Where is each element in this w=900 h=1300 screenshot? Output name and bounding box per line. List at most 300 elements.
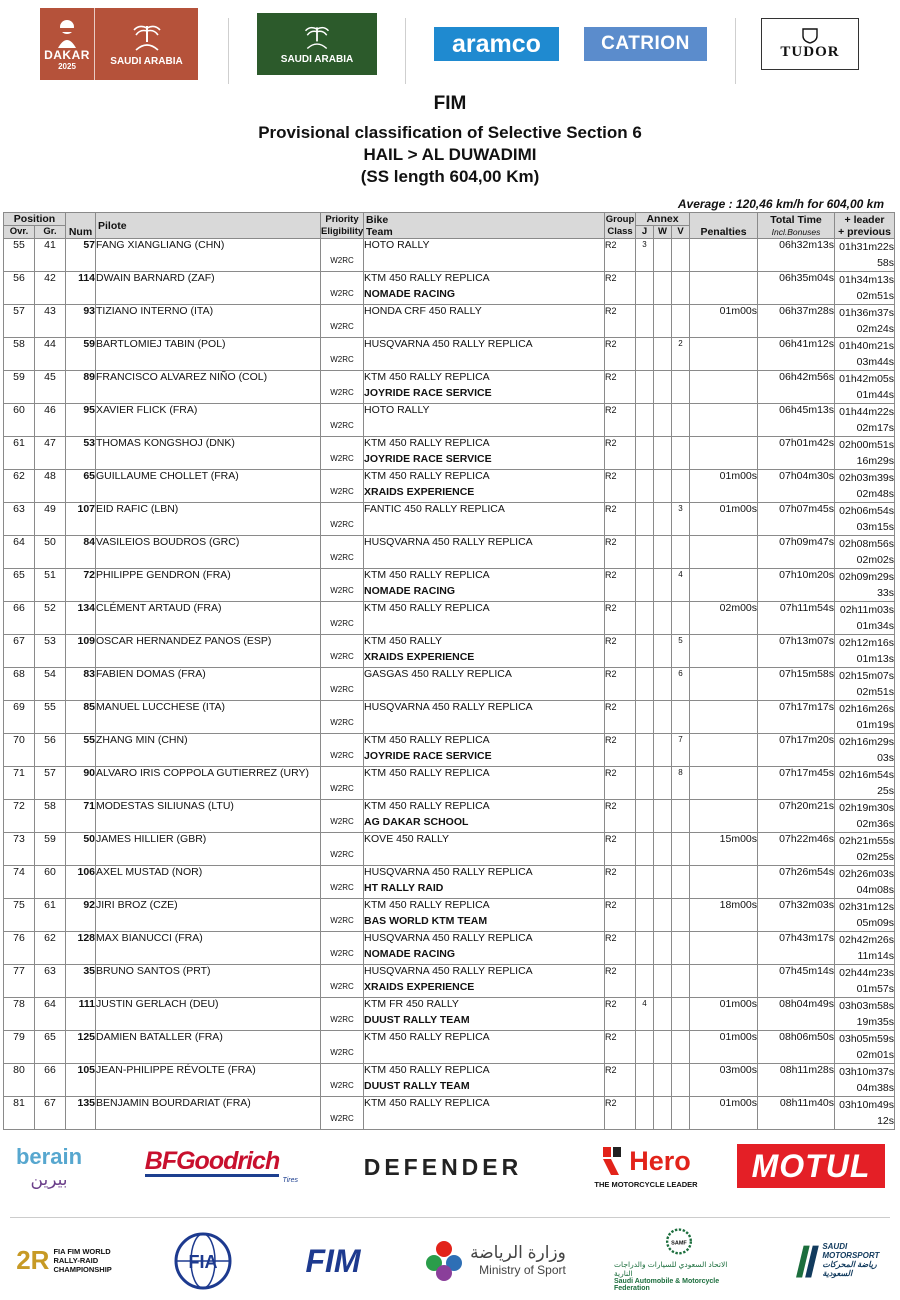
gap-to-previous: 02m25s bbox=[856, 851, 895, 863]
table-row bbox=[4, 305, 895, 338]
w2rc-logo bbox=[10, 1238, 118, 1282]
samf-english: Saudi Automobile & Motorcycle Federation bbox=[614, 1278, 720, 1292]
team-name: NOMADE RACING bbox=[364, 288, 456, 300]
team-name: DUUST RALLY TEAM bbox=[364, 1080, 470, 1092]
priority-value: W2RC bbox=[330, 949, 354, 958]
group-class-cell: R2 bbox=[605, 833, 636, 866]
sponsor-header bbox=[0, 8, 900, 82]
penalty-cell: 01m00s bbox=[690, 998, 758, 1031]
group-position-cell: 57 bbox=[35, 767, 66, 800]
penalties-header: Penalties bbox=[690, 213, 758, 239]
group-class-cell: R2 bbox=[605, 1097, 636, 1130]
table-row bbox=[4, 932, 895, 965]
total-time-cell: 08h06m50s bbox=[758, 1031, 835, 1064]
pilot-name-cell: AXEL MUSTAD (NOR) bbox=[96, 866, 321, 899]
total-time-cell: 07h13m07s bbox=[758, 635, 835, 668]
priority-value: W2RC bbox=[330, 850, 354, 859]
fia-globe-icon bbox=[174, 1232, 232, 1290]
priority-header-line1: Priority bbox=[325, 213, 359, 225]
penalty-cell: 01m00s bbox=[690, 1097, 758, 1130]
bike-model: FANTIC 450 RALLY REPLICA bbox=[364, 503, 505, 515]
gap-to-previous: 01m34s bbox=[856, 620, 895, 632]
annex-w-cell bbox=[654, 1031, 672, 1064]
priority-cell bbox=[321, 470, 364, 503]
bib-number-cell: 53 bbox=[66, 437, 96, 470]
annex-v-cell bbox=[672, 470, 690, 503]
gap-to-previous: 04m08s bbox=[856, 884, 895, 896]
class-header: Class bbox=[607, 225, 633, 237]
annex-v-header: V bbox=[672, 226, 690, 239]
priority-header bbox=[321, 213, 364, 239]
group-class-cell: R2 bbox=[605, 272, 636, 305]
gap-cell bbox=[835, 800, 895, 833]
annex-j-cell bbox=[636, 800, 654, 833]
priority-cell bbox=[321, 1031, 364, 1064]
annex-w-cell bbox=[654, 470, 672, 503]
priority-cell bbox=[321, 503, 364, 536]
bib-number-cell: 106 bbox=[66, 866, 96, 899]
annex-w-cell bbox=[654, 569, 672, 602]
bike-team-cell bbox=[364, 635, 605, 668]
gap-cell bbox=[835, 602, 895, 635]
annex-w-cell bbox=[654, 668, 672, 701]
pilot-name-cell: ALVARO IRIS COPPOLA GUTIERREZ (URY) bbox=[96, 767, 321, 800]
num-header: Num bbox=[66, 213, 96, 239]
annex-v-cell: 3 bbox=[672, 503, 690, 536]
annex-v-cell bbox=[672, 701, 690, 734]
table-row bbox=[4, 1031, 895, 1064]
pilot-name-cell: BENJAMIN BOURDARIAT (FRA) bbox=[96, 1097, 321, 1130]
priority-cell bbox=[321, 404, 364, 437]
pilot-name-cell: THOMAS KONGSHOJ (DNK) bbox=[96, 437, 321, 470]
group-position-header: Gr. bbox=[35, 226, 66, 239]
gap-to-previous: 01m19s bbox=[856, 719, 895, 731]
gap-to-leader: 02h31m12s bbox=[839, 901, 895, 913]
priority-cell bbox=[321, 371, 364, 404]
pilot-name-cell: XAVIER FLICK (FRA) bbox=[96, 404, 321, 437]
penalty-cell bbox=[690, 635, 758, 668]
bike-model: KTM 450 RALLY REPLICA bbox=[364, 734, 490, 746]
overall-position-cell: 81 bbox=[4, 1097, 35, 1130]
group-class-cell: R2 bbox=[605, 668, 636, 701]
bike-model: HUSQVARNA 450 RALLY REPLICA bbox=[364, 701, 533, 713]
penalty-cell bbox=[690, 536, 758, 569]
gap-to-leader: 02h16m54s bbox=[839, 769, 895, 781]
berain-logo bbox=[8, 1132, 90, 1202]
priority-cell bbox=[321, 338, 364, 371]
gap-cell bbox=[835, 536, 895, 569]
total-time-cell: 07h45m14s bbox=[758, 965, 835, 998]
penalty-cell bbox=[690, 569, 758, 602]
annex-v-cell: 6 bbox=[672, 668, 690, 701]
annex-j-cell bbox=[636, 272, 654, 305]
bike-model: KTM FR 450 RALLY bbox=[364, 998, 459, 1010]
group-position-cell: 55 bbox=[35, 701, 66, 734]
annex-w-cell bbox=[654, 602, 672, 635]
group-class-cell: R2 bbox=[605, 635, 636, 668]
group-class-cell: R2 bbox=[605, 404, 636, 437]
gap-to-leader: 02h06m54s bbox=[839, 505, 895, 517]
annex-v-cell bbox=[672, 536, 690, 569]
annex-v-cell bbox=[672, 833, 690, 866]
penalty-cell bbox=[690, 932, 758, 965]
table-row bbox=[4, 272, 895, 305]
overall-position-cell: 71 bbox=[4, 767, 35, 800]
annex-j-cell bbox=[636, 404, 654, 437]
bib-number-cell: 105 bbox=[66, 1064, 96, 1097]
annex-v-cell bbox=[672, 1064, 690, 1097]
gap-to-previous: 12s bbox=[877, 1115, 895, 1127]
overall-position-cell: 73 bbox=[4, 833, 35, 866]
position-header: Position bbox=[4, 213, 66, 226]
table-row bbox=[4, 1097, 895, 1130]
priority-value: W2RC bbox=[330, 421, 354, 430]
bike-team-cell bbox=[364, 305, 605, 338]
penalty-cell: 03m00s bbox=[690, 1064, 758, 1097]
total-time-cell: 07h26m54s bbox=[758, 866, 835, 899]
penalty-cell: 01m00s bbox=[690, 503, 758, 536]
group-position-cell: 66 bbox=[35, 1064, 66, 1097]
group-header: Group bbox=[605, 213, 635, 225]
gap-to-previous: 19m35s bbox=[856, 1016, 895, 1028]
penalty-cell: 01m00s bbox=[690, 1031, 758, 1064]
table-row bbox=[4, 404, 895, 437]
priority-cell bbox=[321, 701, 364, 734]
gap-to-previous: 02m48s bbox=[856, 488, 895, 500]
table-row bbox=[4, 239, 895, 272]
bike-model: HUSQVARNA 450 RALLY REPLICA bbox=[364, 965, 533, 977]
bike-team-cell bbox=[364, 866, 605, 899]
gap-to-previous: 02m24s bbox=[856, 323, 895, 335]
dakar-mark bbox=[40, 8, 95, 80]
gap-cell bbox=[835, 470, 895, 503]
gap-to-previous: 02m51s bbox=[856, 290, 895, 302]
annex-j-cell bbox=[636, 1097, 654, 1130]
annex-w-header: W bbox=[654, 226, 672, 239]
total-time-cell: 07h43m17s bbox=[758, 932, 835, 965]
annex-w-cell bbox=[654, 899, 672, 932]
gap-to-previous: 03m15s bbox=[856, 521, 895, 533]
bike-model: KOVE 450 RALLY bbox=[364, 833, 450, 845]
priority-cell bbox=[321, 899, 364, 932]
bike-model: HOTO RALLY bbox=[364, 404, 430, 416]
total-time-cell: 06h42m56s bbox=[758, 371, 835, 404]
priority-value: W2RC bbox=[330, 817, 354, 826]
bib-number-cell: 57 bbox=[66, 239, 96, 272]
table-row bbox=[4, 899, 895, 932]
pilot-name-cell: JIRI BROZ (CZE) bbox=[96, 899, 321, 932]
gap-to-previous: 33s bbox=[877, 587, 895, 599]
palm-swords-icon bbox=[302, 23, 332, 51]
gap-cell bbox=[835, 338, 895, 371]
bike-model: KTM 450 RALLY REPLICA bbox=[364, 371, 490, 383]
berain-word: berain bbox=[15, 1144, 83, 1169]
average-speed: Average : 120,46 km/h for 604,00 km bbox=[677, 197, 884, 211]
priority-value: W2RC bbox=[330, 1081, 354, 1090]
gap-to-previous: 02m51s bbox=[856, 686, 895, 698]
table-row bbox=[4, 998, 895, 1031]
pilot-name-cell: FRANCISCO ALVAREZ NIÑO (COL) bbox=[96, 371, 321, 404]
priority-value: W2RC bbox=[330, 520, 354, 529]
total-time-cell: 07h17m45s bbox=[758, 767, 835, 800]
logo-divider bbox=[735, 18, 736, 84]
bike-team-header bbox=[364, 213, 605, 239]
group-position-cell: 65 bbox=[35, 1031, 66, 1064]
group-position-cell: 58 bbox=[35, 800, 66, 833]
total-time-cell: 07h01m42s bbox=[758, 437, 835, 470]
bike-team-cell bbox=[364, 767, 605, 800]
gap-cell bbox=[835, 1097, 895, 1130]
annex-j-cell bbox=[636, 437, 654, 470]
total-time-cell: 07h32m03s bbox=[758, 899, 835, 932]
penalty-cell bbox=[690, 371, 758, 404]
group-class-cell: R2 bbox=[605, 1031, 636, 1064]
bib-number-cell: 65 bbox=[66, 470, 96, 503]
ksa-label: SAUDI ARABIA bbox=[280, 54, 354, 65]
group-class-cell: R2 bbox=[605, 1064, 636, 1097]
bike-team-cell bbox=[364, 569, 605, 602]
total-time-cell: 07h04m30s bbox=[758, 470, 835, 503]
table-row bbox=[4, 866, 895, 899]
team-name: HT RALLY RAID bbox=[364, 882, 444, 894]
priority-value: W2RC bbox=[330, 619, 354, 628]
table-row bbox=[4, 965, 895, 998]
bike-team-cell bbox=[364, 602, 605, 635]
organisation-title: FIM bbox=[433, 93, 467, 114]
bib-number-cell: 125 bbox=[66, 1031, 96, 1064]
table-row bbox=[4, 371, 895, 404]
pilot-name-cell: CLÉMENT ARTAUD (FRA) bbox=[96, 602, 321, 635]
priority-value: W2RC bbox=[330, 718, 354, 727]
group-position-cell: 54 bbox=[35, 668, 66, 701]
overall-position-cell: 61 bbox=[4, 437, 35, 470]
pilot-name-cell: OSCAR HERNANDEZ PANOS (ESP) bbox=[96, 635, 321, 668]
logo-divider bbox=[405, 18, 406, 84]
gap-to-leader: 01h44m22s bbox=[839, 406, 895, 418]
team-name: XRAIDS EXPERIENCE bbox=[364, 981, 475, 993]
bfgoodrich-logo bbox=[126, 1148, 298, 1184]
group-position-cell: 44 bbox=[35, 338, 66, 371]
priority-cell bbox=[321, 536, 364, 569]
overall-position-cell: 63 bbox=[4, 503, 35, 536]
penalty-cell bbox=[690, 437, 758, 470]
group-position-cell: 47 bbox=[35, 437, 66, 470]
annex-v-cell bbox=[672, 1097, 690, 1130]
document-title-block bbox=[0, 93, 900, 188]
overall-position-cell: 65 bbox=[4, 569, 35, 602]
total-time-cell: 08h11m40s bbox=[758, 1097, 835, 1130]
annex-w-cell bbox=[654, 965, 672, 998]
annex-j-cell bbox=[636, 932, 654, 965]
group-position-cell: 63 bbox=[35, 965, 66, 998]
overall-position-cell: 69 bbox=[4, 701, 35, 734]
bike-team-cell bbox=[364, 1031, 605, 1064]
priority-cell bbox=[321, 833, 364, 866]
group-position-cell: 49 bbox=[35, 503, 66, 536]
annex-v-cell bbox=[672, 602, 690, 635]
priority-cell bbox=[321, 602, 364, 635]
group-class-cell: R2 bbox=[605, 998, 636, 1031]
gap-to-leader: 02h42m26s bbox=[839, 934, 895, 946]
annex-w-cell bbox=[654, 1064, 672, 1097]
team-name: JOYRIDE RACE SERVICE bbox=[364, 453, 492, 465]
bike-team-cell bbox=[364, 1064, 605, 1097]
priority-value: W2RC bbox=[330, 685, 354, 694]
sponsor-footer-bottom bbox=[0, 1228, 900, 1293]
pilot-header: Pilote bbox=[96, 213, 321, 239]
penalty-cell: 01m00s bbox=[690, 305, 758, 338]
hero-mark-row bbox=[601, 1145, 691, 1177]
bike-team-cell bbox=[364, 833, 605, 866]
group-position-cell: 59 bbox=[35, 833, 66, 866]
annex-w-cell bbox=[654, 338, 672, 371]
team-header: Team bbox=[366, 225, 393, 238]
overall-position-cell: 66 bbox=[4, 602, 35, 635]
annex-v-cell bbox=[672, 965, 690, 998]
overall-position-cell: 72 bbox=[4, 800, 35, 833]
gap-to-previous: 01m44s bbox=[856, 389, 895, 401]
bike-team-cell bbox=[364, 437, 605, 470]
total-time-cell: 07h09m47s bbox=[758, 536, 835, 569]
overall-position-cell: 79 bbox=[4, 1031, 35, 1064]
annex-j-cell bbox=[636, 866, 654, 899]
bib-number-cell: 90 bbox=[66, 767, 96, 800]
bib-number-cell: 59 bbox=[66, 338, 96, 371]
bike-team-cell bbox=[364, 899, 605, 932]
overall-position-cell: 62 bbox=[4, 470, 35, 503]
priority-value: W2RC bbox=[330, 388, 354, 397]
pilot-name-cell: BARTLOMIEJ TABIN (POL) bbox=[96, 338, 321, 371]
fia-text: FIA bbox=[188, 1252, 218, 1272]
priority-value: W2RC bbox=[330, 355, 354, 364]
gap-cell bbox=[835, 668, 895, 701]
samf-emblem-icon bbox=[658, 1228, 700, 1258]
hero-tagline: THE MOTORCYCLE LEADER bbox=[594, 1180, 698, 1189]
overall-position-cell: 68 bbox=[4, 668, 35, 701]
group-class-cell: R2 bbox=[605, 800, 636, 833]
annex-j-cell bbox=[636, 536, 654, 569]
annex-v-cell bbox=[672, 998, 690, 1031]
table-row bbox=[4, 338, 895, 371]
w2rc-mark: 2R bbox=[16, 1244, 50, 1275]
priority-cell bbox=[321, 239, 364, 272]
annex-v-cell: 8 bbox=[672, 767, 690, 800]
overall-position-cell: 59 bbox=[4, 371, 35, 404]
priority-cell bbox=[321, 668, 364, 701]
pilot-name-cell: MANUEL LUCCHESE (ITA) bbox=[96, 701, 321, 734]
annex-w-cell bbox=[654, 866, 672, 899]
group-class-cell: R2 bbox=[605, 899, 636, 932]
bike-team-cell bbox=[364, 668, 605, 701]
bib-number-cell: 85 bbox=[66, 701, 96, 734]
annex-w-cell bbox=[654, 503, 672, 536]
saudi-motorsport-text bbox=[822, 1242, 888, 1278]
bike-model: HUSQVARNA 450 RALLY REPLICA bbox=[364, 338, 533, 350]
group-class-cell: R2 bbox=[605, 239, 636, 272]
overall-position-cell: 60 bbox=[4, 404, 35, 437]
annex-j-cell bbox=[636, 470, 654, 503]
gap-to-previous: 16m29s bbox=[856, 455, 895, 467]
annex-w-cell bbox=[654, 767, 672, 800]
saudi-motorsport-line2: MOTORSPORT bbox=[822, 1251, 880, 1260]
bike-team-cell bbox=[364, 965, 605, 998]
penalty-cell bbox=[690, 701, 758, 734]
group-position-cell: 52 bbox=[35, 602, 66, 635]
annex-j-header: J bbox=[636, 226, 654, 239]
penalty-cell bbox=[690, 767, 758, 800]
total-time-cell: 07h11m54s bbox=[758, 602, 835, 635]
group-class-cell: R2 bbox=[605, 305, 636, 338]
bike-model: KTM 450 RALLY REPLICA bbox=[364, 272, 490, 284]
annex-w-cell bbox=[654, 239, 672, 272]
annex-j-cell bbox=[636, 899, 654, 932]
annex-v-cell: 7 bbox=[672, 734, 690, 767]
gap-to-leader: 03h10m37s bbox=[839, 1066, 895, 1078]
bib-number-cell: 134 bbox=[66, 602, 96, 635]
tudor-word: TUDOR bbox=[780, 43, 840, 60]
group-position-cell: 62 bbox=[35, 932, 66, 965]
bike-team-cell bbox=[364, 239, 605, 272]
total-time-cell: 06h32m13s bbox=[758, 239, 835, 272]
annex-header: Annex bbox=[636, 213, 690, 226]
total-time-cell: 07h17m17s bbox=[758, 701, 835, 734]
gap-to-leader: 02h26m03s bbox=[839, 868, 895, 880]
table-row bbox=[4, 800, 895, 833]
priority-cell bbox=[321, 932, 364, 965]
gap-to-leader: 02h16m26s bbox=[839, 703, 895, 715]
annex-j-cell: 3 bbox=[636, 239, 654, 272]
overall-position-cell: 78 bbox=[4, 998, 35, 1031]
bib-number-cell: 50 bbox=[66, 833, 96, 866]
annex-v-cell: 2 bbox=[672, 338, 690, 371]
ministry-text bbox=[470, 1243, 566, 1277]
gap-to-previous: 01m13s bbox=[856, 653, 895, 665]
bike-team-cell bbox=[364, 470, 605, 503]
annex-w-cell bbox=[654, 371, 672, 404]
group-class-cell: R2 bbox=[605, 932, 636, 965]
priority-cell bbox=[321, 272, 364, 305]
total-time-cell: 07h22m46s bbox=[758, 833, 835, 866]
palm-swords-icon bbox=[130, 22, 164, 52]
priority-cell bbox=[321, 800, 364, 833]
bike-model: KTM 450 RALLY REPLICA bbox=[364, 1064, 490, 1076]
bike-model: KTM 450 RALLY bbox=[364, 635, 443, 647]
gap-to-leader: 01h31m22s bbox=[839, 241, 895, 253]
pilot-name-cell: BRUNO SANTOS (PRT) bbox=[96, 965, 321, 998]
footer-divider bbox=[10, 1217, 890, 1218]
gap-cell bbox=[835, 371, 895, 404]
priority-cell bbox=[321, 635, 364, 668]
pilot-name-cell: MODESTAS SILIUNAS (LTU) bbox=[96, 800, 321, 833]
fim-logo: FIM bbox=[305, 1242, 361, 1279]
priority-cell bbox=[321, 767, 364, 800]
overall-position-cell: 56 bbox=[4, 272, 35, 305]
group-position-cell: 46 bbox=[35, 404, 66, 437]
bike-header: Bike bbox=[366, 213, 389, 226]
bib-number-cell: 95 bbox=[66, 404, 96, 437]
gap-to-previous: 58s bbox=[877, 257, 895, 269]
annex-j-cell bbox=[636, 833, 654, 866]
annex-w-cell bbox=[654, 833, 672, 866]
gap-cell bbox=[835, 305, 895, 338]
penalty-cell bbox=[690, 800, 758, 833]
bike-model: HUSQVARNA 450 RALLY REPLICA bbox=[364, 932, 533, 944]
table-row bbox=[4, 602, 895, 635]
gap-to-leader: 02h21m55s bbox=[839, 835, 895, 847]
stage-length: (SS length 604,00 Km) bbox=[360, 167, 540, 186]
annex-j-cell bbox=[636, 767, 654, 800]
annex-w-cell bbox=[654, 734, 672, 767]
